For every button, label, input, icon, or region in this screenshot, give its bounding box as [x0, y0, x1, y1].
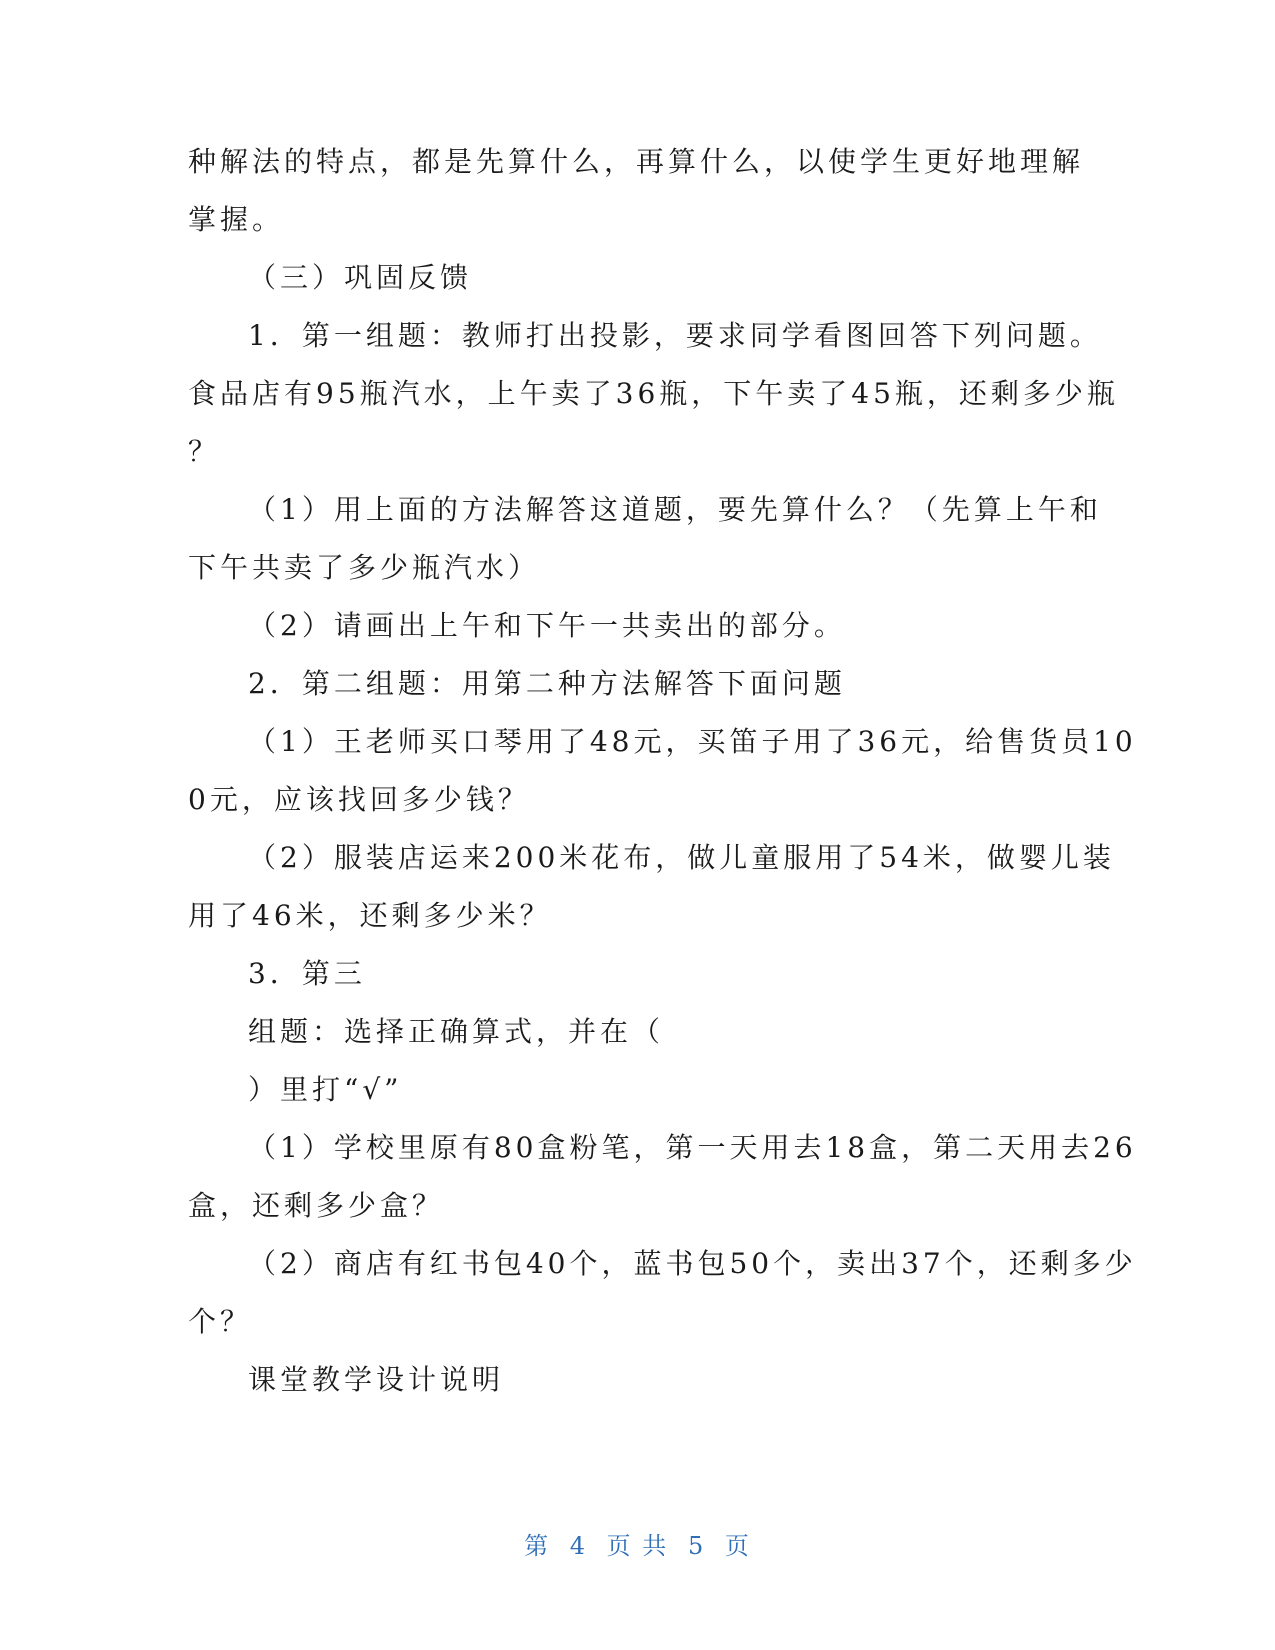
text-line: 下午共卖了多少瓶汽水） — [188, 551, 541, 584]
section-heading: 课堂教学设计说明 — [248, 1363, 505, 1396]
footer-suffix: 页 — [724, 1532, 751, 1560]
section-heading: （三）巩固反馈 — [248, 261, 473, 294]
text-line: 组题：选择正确算式，并在（ — [248, 1015, 665, 1048]
text-line: （2）请画出上午和下午一共卖出的部分。 — [248, 609, 846, 642]
text-line: 1．第一组题：教师打出投影，要求同学看图回答下列问题。 — [248, 319, 1102, 352]
total-pages-number: 5 — [687, 1532, 706, 1560]
text-line: 种解法的特点，都是先算什么，再算什么，以使学生更好地理解 — [188, 145, 1085, 178]
text-line: 个？ — [188, 1305, 253, 1338]
text-line: 3．第三 — [248, 957, 366, 990]
text-line: 盒，还剩多少盒？ — [188, 1189, 445, 1222]
footer-prefix: 第 — [524, 1532, 551, 1560]
footer-middle: 页 共 — [606, 1532, 669, 1560]
text-line: ？ — [188, 435, 221, 468]
text-line: （1）用上面的方法解答这道题，要先算什么？（先算上午和 — [248, 493, 1102, 526]
text-line: ）里打“√” — [248, 1073, 403, 1106]
text-line: （2）服装店运来200米花布，做儿童服用了54米，做婴儿装 — [248, 841, 1115, 874]
current-page-number: 4 — [569, 1532, 588, 1560]
text-line: 用了46米，还剩多少米？ — [188, 899, 552, 932]
text-line: （1）王老师买口琴用了48元，买笛子用了36元，给售货员10 — [248, 725, 1137, 758]
page-footer — [0, 1530, 1275, 1562]
text-line: 2．第二组题：用第二种方法解答下面问题 — [248, 667, 846, 700]
text-line: 食品店有95瓶汽水，上午卖了36瓶，下午卖了45瓶，还剩多少瓶 — [188, 377, 1119, 410]
text-line: （2）商店有红书包40个，蓝书包50个，卖出37个，还剩多少 — [248, 1247, 1137, 1280]
text-line: 掌握。 — [188, 203, 285, 236]
text-line: （1）学校里原有80盒粉笔，第一天用去18盒，第二天用去26 — [248, 1131, 1137, 1164]
text-line: 0元，应该找回多少钱？ — [188, 783, 530, 816]
